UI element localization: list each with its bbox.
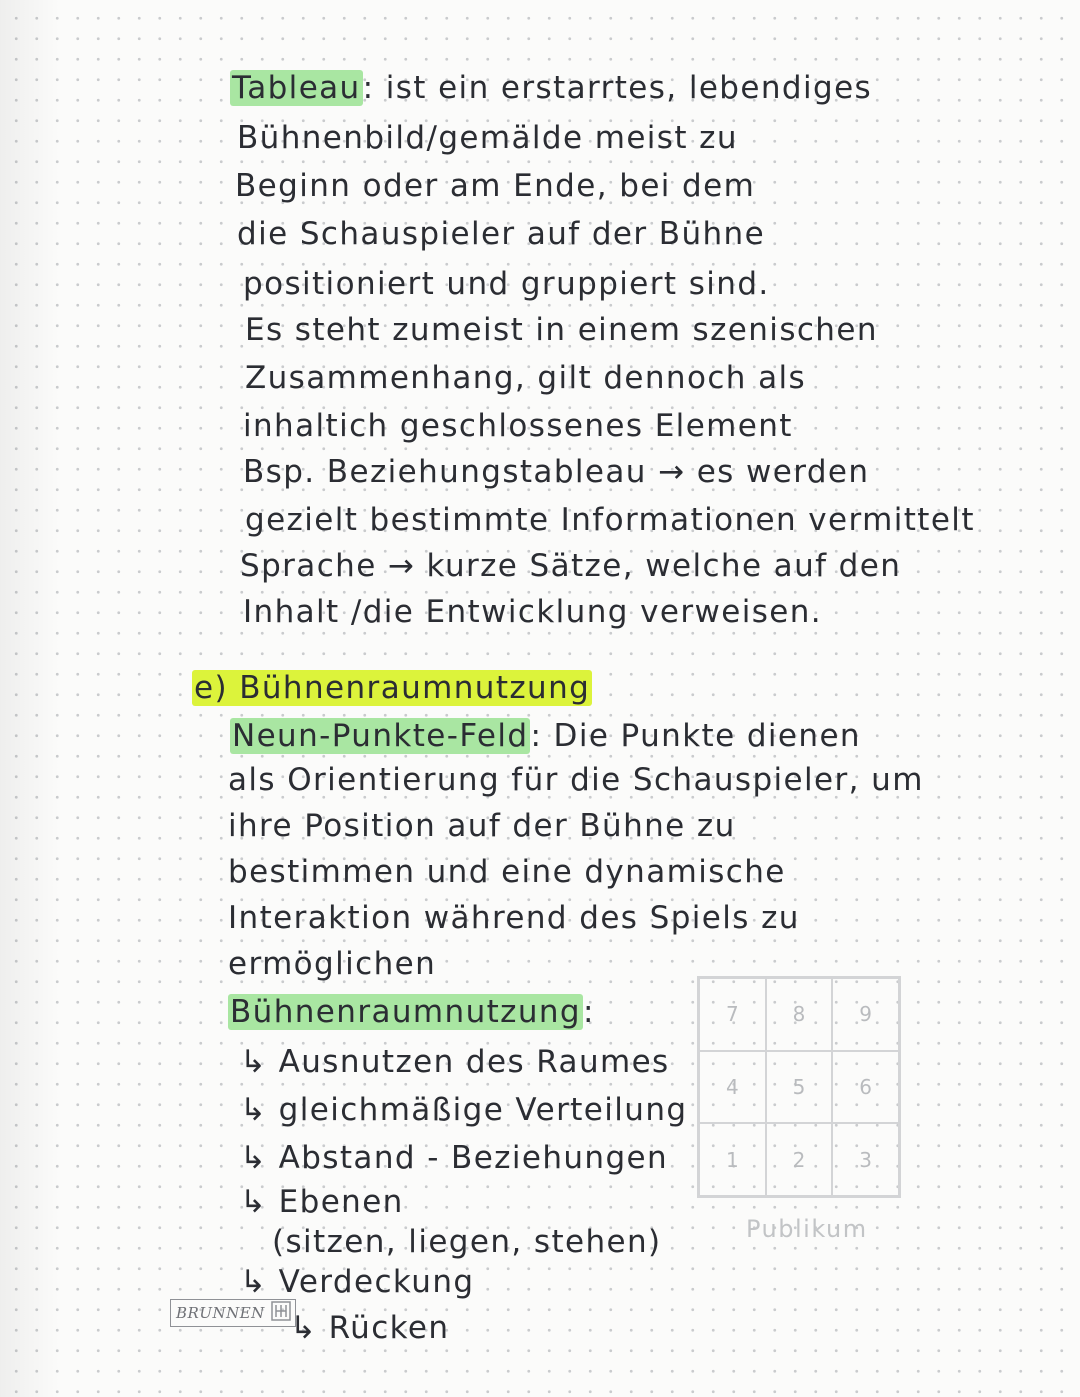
note-line: Bsp. Beziehungstableau → es werden (243, 454, 870, 490)
stage-grid (697, 976, 901, 1198)
note-line: Interaktion während des Spiels zu (228, 900, 800, 936)
usage-heading-colon: : (583, 994, 595, 1030)
note-line: positioniert und gruppiert sind. (243, 266, 770, 302)
note-line: ermöglichen (228, 946, 437, 982)
stage-cell: 4 (699, 1051, 766, 1124)
stage-cell: 6 (832, 1051, 899, 1124)
usage-item: ↳ Abstand - Beziehungen (240, 1140, 669, 1176)
section-heading (192, 668, 592, 708)
stage-cell: 2 (766, 1123, 833, 1196)
page-edge-shadow (0, 0, 60, 1397)
note-line: bestimmen und eine dynamische (228, 854, 786, 890)
stage-cell: 3 (832, 1123, 899, 1196)
note-line: die Schauspieler auf der Bühne (237, 216, 766, 252)
note-line: ihre Position auf der Bühne zu (228, 808, 736, 844)
note-text: : ist ein erstarrtes, lebendiges (362, 70, 873, 106)
note-line: Bühnenbild/gemälde meist zu (237, 120, 738, 156)
usage-item: (sitzen, liegen, stehen) (272, 1224, 662, 1260)
note-line: gezielt bestimmte Informationen vermittelt (245, 502, 975, 538)
note-line: Beginn oder am Ende, bei dem (235, 168, 756, 204)
term-neun-punkte-feld: Neun-Punkte-Feld (232, 718, 529, 754)
usage-item: ↳ Ausnutzen des Raumes (240, 1044, 670, 1080)
note-line (230, 68, 872, 108)
audience-label: Publikum (746, 1215, 868, 1243)
note-line: inhaltich geschlossenes Element (243, 408, 793, 444)
note-line: Inhalt /die Entwicklung verweisen. (243, 594, 823, 630)
stage-cell: 8 (766, 978, 833, 1051)
brand-mark-icon (271, 1301, 291, 1325)
usage-item: ↳ Ebenen (240, 1184, 404, 1220)
usage-item: ↳ Rücken (290, 1310, 450, 1346)
usage-item: ↳ Verdeckung (240, 1264, 475, 1300)
usage-heading-text: Bühnenraumnutzung (230, 994, 582, 1030)
note-line: Sprache → kurze Sätze, welche auf den (240, 548, 902, 584)
stage-cell: 9 (832, 978, 899, 1051)
usage-item: ↳ gleichmäßige Verteilung (240, 1092, 688, 1128)
note-text: : Die Punkte dienen (530, 718, 861, 754)
usage-heading (228, 992, 595, 1032)
note-line: Es steht zumeist in einem szenischen (245, 312, 878, 348)
note-line (230, 716, 861, 756)
brand-logo (170, 1299, 296, 1327)
note-line: Zusammenhang, gilt dennoch als (245, 360, 807, 396)
stage-cell: 5 (766, 1051, 833, 1124)
section-heading-text: e) Bühnenraumnutzung (194, 670, 591, 706)
term-tableau: Tableau (232, 70, 361, 106)
stage-cell: 7 (699, 978, 766, 1051)
brand-name: BRUNNEN (176, 1304, 265, 1322)
note-line: als Orientierung für die Schauspieler, um (228, 762, 924, 798)
stage-cell: 1 (699, 1123, 766, 1196)
